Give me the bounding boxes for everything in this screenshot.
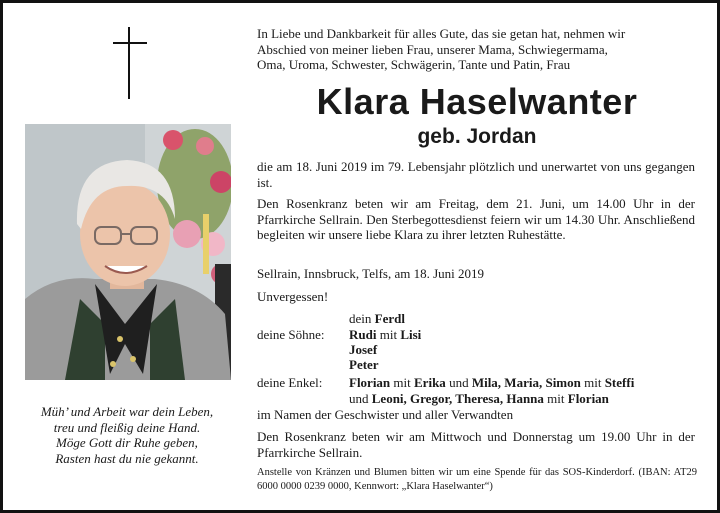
- son-name: Peter: [349, 357, 379, 372]
- portrait-photo: [25, 124, 231, 380]
- grandchildren-row: [349, 375, 634, 391]
- husband-row: [349, 311, 405, 327]
- husband-prefix: dein: [349, 311, 372, 326]
- verse-line: Müh’ und Arbeit war dein Leben,: [40, 404, 214, 419]
- partner-name: Erika: [414, 375, 446, 390]
- cross-icon: [113, 27, 147, 99]
- grandchild-names: Leoni, Gregor, Theresa, Hanna: [371, 391, 544, 406]
- death-notice: die am 18. Juni 2019 im 79. Lebensjahr plötzlich und unerwartet von uns gegangen ist.: [257, 159, 695, 190]
- memorial-verse: [20, 404, 234, 466]
- verse-line: Möge Gott dir Ruhe geben,: [56, 435, 198, 450]
- verse-line: treu und fleißig deine Hand.: [53, 419, 201, 435]
- intro-line: In Liebe und Dankbarkeit für alles Gute, das sie getan hat, nehmen wir: [257, 26, 626, 41]
- intro-text: [257, 26, 695, 73]
- son-name: Rudi: [349, 327, 377, 342]
- partner-name: Florian: [567, 391, 609, 406]
- donation-text: Anstelle von Kränzen und Blumen bitten wir um eine Spende für das SOS-Kinderdorf. (IBAN: AT29 6000 0000 0239 0000, Kennwort: „Klara Haselwanter“): [257, 467, 697, 492]
- partner-name: Lisi: [400, 327, 422, 342]
- rosary-text: Den Rosenkranz beten wir am Mittwoch und Donnerstag um 19.00 Uhr in der Pfarrkirche Sellrain.: [257, 429, 695, 460]
- siblings-line: im Namen der Geschwister und aller Verwandten: [257, 407, 514, 422]
- connector-text: mit: [379, 327, 398, 342]
- grandchildren-label: deine Enkel:: [257, 375, 323, 390]
- connector-text: mit: [584, 375, 602, 390]
- partner-name: Steffi: [604, 375, 635, 390]
- grandchildren-row: [349, 391, 609, 407]
- son-row: [349, 327, 421, 343]
- unforgotten-text: Unvergessen!: [257, 289, 329, 304]
- husband-name: Ferdl: [374, 311, 405, 326]
- connector-text: mit: [547, 391, 565, 406]
- connector-text: und: [449, 375, 469, 390]
- deceased-name: Klara Haselwanter: [316, 81, 638, 122]
- connector-text: mit: [393, 375, 411, 390]
- intro-line: Oma, Uroma, Schwester, Schwägerin, Tante und Patin, Frau: [257, 57, 571, 72]
- maiden-name: geb. Jordan: [417, 125, 537, 148]
- grandchild-name: Florian: [349, 375, 391, 390]
- great-grandchildren-names: Mila, Maria, Simon: [471, 375, 581, 390]
- verse-line: Rasten hast du nie gekannt.: [55, 450, 199, 466]
- connector-text: und: [349, 391, 369, 406]
- rosary-funeral-text: Den Rosenkranz beten wir am Freitag, dem 21. Juni, um 14.00 Uhr in der Pfarrkirche Sellrain. Den Sterbegottesdienst feiern wir um 14.30 Uhr. Anschließend begleiten wir unsere liebe Klara zu ihrer letzten Ruhestätte.: [257, 196, 695, 242]
- place-date: Sellrain, Innsbruck, Telfs, am 18. Juni 2019: [257, 266, 485, 281]
- intro-line: Abschied von meiner lieben Frau, unserer Mama, Schwiegermama,: [257, 41, 608, 57]
- son-name: Josef: [349, 342, 378, 357]
- sons-label: deine Söhne:: [257, 327, 325, 342]
